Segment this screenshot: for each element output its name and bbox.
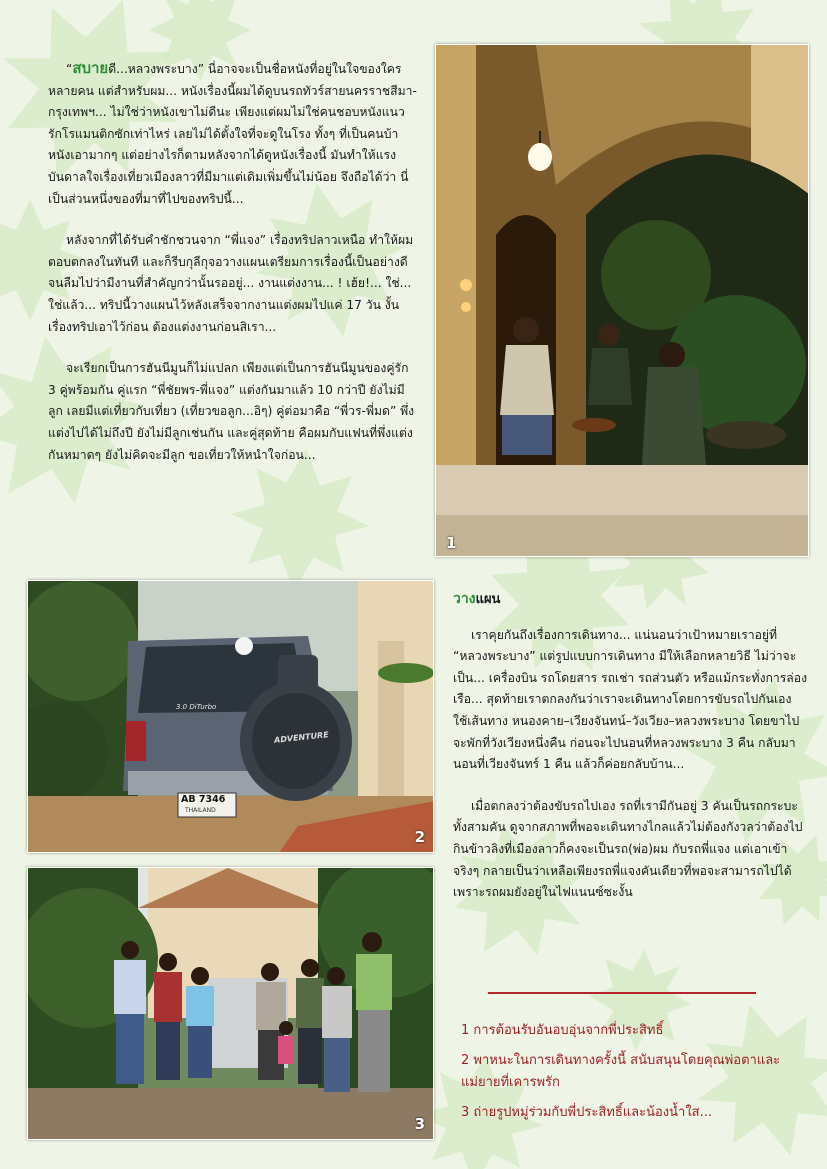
caption-1: 1 การต้อนรับอันอบอุ่นจากพี่ประสิทธิ์ xyxy=(461,1023,664,1038)
plan-heading-rest: แผน xyxy=(475,592,501,607)
plan-section xyxy=(453,589,808,904)
license-plate-number: AB 7346 xyxy=(181,794,226,805)
photo-vehicle xyxy=(27,580,434,853)
intro-text xyxy=(48,58,418,466)
intro-lead-word: สบาย xyxy=(72,59,109,77)
spare-tire-brand: ADVENTURE xyxy=(273,730,330,745)
plan-paragraph-1: เราคุยกันถึงเรื่องการเดินทาง... แน่นอนว่าเป้าหมายเราอยู่ที่ “หลวงพระบาง” แต่รูปแบบการเดินทาง มีให้เลือกหลายวิธี ไม่ว่าจะเป็น... เครื่องบิน รถโดยสาร รถเช่า รถส่วนตัว หรือแม้กระทั่งการล่องเรือ... สุดท้ายเราตกลงกันว่าเราจะเดินทางโดยการขับรถไปกันเอง ใช้เส้นทาง หนองคาย–เวียงจันทน์–วังเวียง–หลวงพระบาง โดยขาไปจะพักที่วังเวียงหนึ่งคืน ก่อนจะไปนอนที่หลวงพระบาง 3 คืน กลับมานอนที่เวียงจันทร์ 1 คืน แล้วก็ค่อยกลับบ้าน... xyxy=(453,627,808,772)
photo-number-3: 3 xyxy=(414,1115,425,1133)
intro-paragraph-1: “สบายดี...หลวงพระบาง” นี่อาจจะเป็นชื่อหนังที่อยู่ในใจของใครหลายคน แต่สำหรับผม... หนังเรื่องนี้ผมได้ดูบนรถทัวร์สายนครราชสีมา-กรุงเทพฯ... ไม่ใช่ว่าหนังเขาไม่ดีนะ เพียงแต่ผมไม่ใช่คนชอบหนังแนวรักโรแมนติกซักเท่าไหร่ เลยไม่ได้ตั้งใจที่จะดูในโรง ทั้งๆ ที่เป็นคนบ้าหนังเอามากๆ แต่อย่างไรก็ตามหลังจากได้ดูหนังเรื่องนี้ มันทำให้แรงบันดาลใจเรื่องเที่ยวเมืองลาวที่มีมาแต่เดิมเพิ่มขึ้นไม่น้อย จึงถือได้ว่า นี่เป็นส่วนหนึ่งของที่มาที่ไปของทริปนี้... xyxy=(48,59,417,206)
car-model-badge: 3.0 DiTurbo xyxy=(176,703,217,711)
photo-restaurant-welcome xyxy=(435,44,809,557)
plan-paragraph-2: เมื่อตกลงว่าต้องขับรถไปเอง รถที่เรามีกันอยู่ 3 คันเป็นรถกระบะทั้งสามคัน ดูจากสภาพที่พอจะเดินทางไกลแล้วไม่ต้องกังวลว่าต้องไปกินข้าวลิงที่เมืองลาวก็คงจะเป็นรถ(พ่อ)ผม กับรถพี่แจง แต่เอาเข้าจริงๆ กลายเป็นว่าเหลือเพียงรถพี่แจงคันเดียวที่พอจะสามารถไปได้ เพราะรถผมยังอยู่ในไฟแนนซ์ซะงั้น xyxy=(453,798,803,900)
caption-divider xyxy=(488,992,756,994)
photo-captions xyxy=(461,1020,807,1132)
caption-2: 2 พาหนะในการเดินทางครั้งนี้ สนับสนุนโดยคุณพ่อตาและแม่ยายที่เคารพรัก xyxy=(461,1053,781,1090)
photo-number-2: 2 xyxy=(414,828,425,846)
photo-group xyxy=(27,867,434,1140)
caption-3: 3 ถ่ายรูปหมู่ร่วมกับพี่ประสิทธิ์และน้องน้ำใส... xyxy=(461,1105,712,1120)
plan-heading xyxy=(453,589,808,611)
license-plate-country: THAILAND xyxy=(185,807,216,814)
intro-paragraph-2: หลังจากที่ได้รับคำชักชวนจาก “พี่แจง” เรื่องทริปลาวเหนือ ทำให้ผมตอบตกลงในทันที และก็รีบกุลีกุจอวางแผนเตรียมการเรื่องนี้เป็นอย่างดี จนลืมไปว่ามีงานที่สำคัญกว่านั้นรออยู่... งานแต่งงาน... ! เฮ้ย!... ใช่... ใช่แล้ว... ทริปนี้วางแผนไว้หลังเสร็จจากงานแต่งผมไปแค่ 17 วัน งั้นเรื่องทริปเอาไว้ก่อน ต้องแต่งงานก่อนสิเรา... xyxy=(48,233,414,334)
intro-paragraph-1-text: ดี...หลวงพระบาง” นี่อาจจะเป็นชื่อหนังที่อยู่ในใจของใครหลายคน แต่สำหรับผม... หนังเรื่องนี้ผมได้ดูบนรถทัวร์สายนครราชสีมา-กรุงเทพฯ... ไม่ใช่ว่าหนังเขาไม่ดีนะ เพียงแต่ผมไม่ใช่คนชอบหนังแนวรักโรแมนติกซักเท่าไหร่ เลยไม่ได้ตั้งใจที่จะดูในโรง ทั้งๆ ที่เป็นคนบ้าหนังเอามากๆ แต่อย่างไรก็ตามหลังจากได้ดูหนังเรื่องนี้ มันทำให้แรงบันดาลใจเรื่องเที่ยวเมืองลาวที่มีมาแต่เดิมเพิ่มขึ้นไม่น้อย จึงถือได้ว่า นี่เป็นส่วนหนึ่งของที่มาที่ไปของทริปนี้... xyxy=(48,62,417,206)
plan-heading-accent: วาง xyxy=(453,591,476,607)
intro-paragraph-3: จะเรียกเป็นการฮันนีมูนก็ไม่แปลก เพียงแต่เป็นการฮันนีมูนของคู่รัก 3 คู่พร้อมกัน คู่แรก “พี่ชัยพร-พี่แจง” แต่งกันมาแล้ว 10 กว่าปี ยังไม่มีลูก เลยมีแต่เที่ยวกับเที่ยว (เที่ยวขอลูก...อิๆ) คู่ต่อมาคือ “พี่วร-พี่มด” พึ่งแต่งไปได้ไม่ถึงปี ยังไม่มีลูกเช่นกัน และคู่สุดท้าย คือผมกับแฟนที่พึ่งแต่งกันหมาดๆ ยังไม่คิดจะมีลูก ขอเที่ยวให้หนำใจก่อน... xyxy=(48,361,415,462)
photo-number-1: 1 xyxy=(446,534,457,552)
